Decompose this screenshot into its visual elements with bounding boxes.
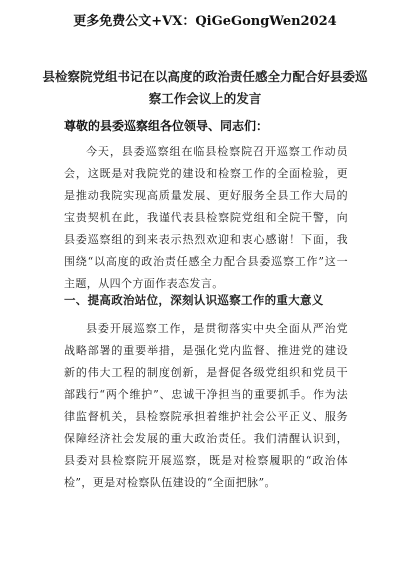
promo-banner: 更多免费公文+VX：QiGeGongWen2024 (73, 14, 337, 29)
section-heading-1: 一、提高政治站位，深刻认识巡察工作的重大意义 (64, 293, 324, 307)
paragraph-intro: 今天，县委巡察组在临县检察院召开巡察工作动员会，这既是对我院党的建设和检察工作的全面检验，更是推动我院实现高质量发展、更好服务全县工作大局的宝贵契机在此，我谨代表县检察院党组和全院干警，向县委巡察组的到来表示热烈欢迎和衷心感谢！下面，我围绕“以高度的政治责任感全力配合县委巡察工作”这一主题，从四个方面作表态发言。 (64, 145, 348, 290)
document-title: 县检察院党组书记在以高度的政治责任感全力配合好县委巡察工作会议上的发言 (42, 69, 368, 106)
paragraph-section-1: 县委开展巡察工作，是贯彻落实中央全面从严治党战略部署的重要举措，是强化党内监督、推进党的建设新的伟大工程的制度创新，是督促各级党组织和党员干部践行“两个维护”、忠诚干净担当的重要抓手。作为法律监督机关，县检察院承担着维护社会公平正义、服务保障经济社会发展的重大政治责任。我们清醒认识到，县委对县检察院开展巡察，既是对检察履职的“政治体检”，更是对检察队伍建设的“全面把脉”。 (64, 322, 348, 489)
salutation: 尊敬的县委巡察组各位领导、同志们： (64, 119, 269, 133)
